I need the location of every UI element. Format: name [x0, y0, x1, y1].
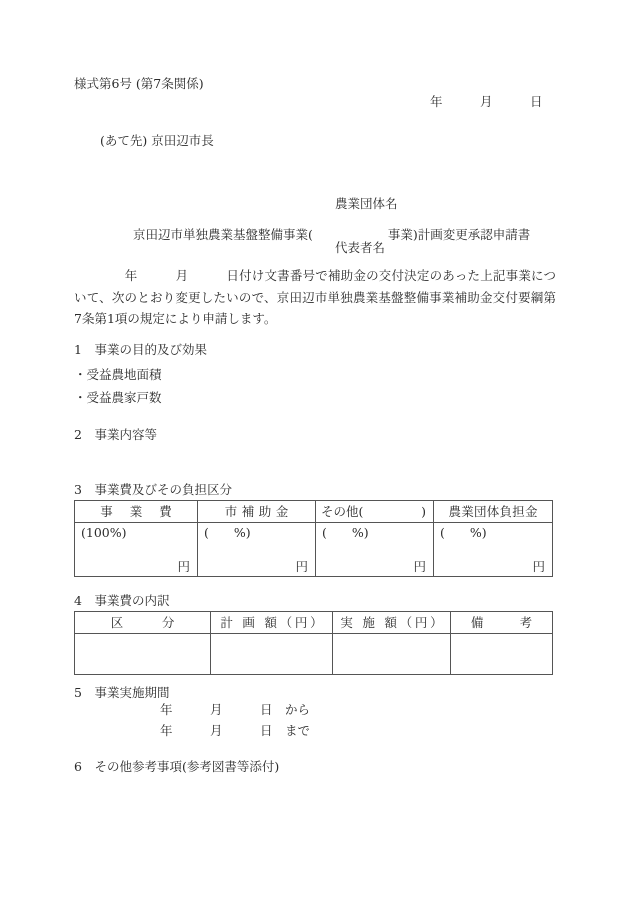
organization-name-label: 農業団体名	[335, 196, 398, 211]
body-paragraph: 年 月 日付け文書番号で補助金の交付決定のあった上記事業について、次のとおり変更したいので、京田辺市単独農業基盤整備事業補助金交付要綱第7条第1項の規定により申請します。	[74, 268, 556, 326]
cell-percent-total: (100%)	[81, 525, 127, 540]
header-planned-amount: 計 画 額（円）	[211, 612, 333, 634]
header-remarks: 備 考	[451, 612, 553, 634]
cell-unit-yen: 円	[295, 558, 308, 574]
header-other	[316, 501, 434, 523]
section-1-bullet-2: ・受益農家戸数	[74, 390, 162, 405]
cell-unit-yen: 円	[413, 558, 426, 574]
section-4-heading: 4 事業費の内訳	[74, 593, 170, 608]
cell-percent-group: ( %)	[440, 525, 487, 540]
date-line: 年 月 日	[430, 94, 543, 109]
table-header-row	[75, 612, 553, 634]
cost-breakdown-table	[74, 611, 553, 675]
header-group-burden: 農業団体負担金	[434, 501, 553, 523]
header-category: 区 分	[75, 612, 211, 634]
header-actual-amount: 実 施 額（円）	[333, 612, 451, 634]
cell-other[interactable]	[316, 523, 434, 577]
addressee-line: (あて先) 京田辺市長	[100, 133, 214, 148]
table-row	[75, 634, 553, 675]
cell-planned-amount[interactable]	[211, 634, 333, 675]
cell-city-subsidy[interactable]	[198, 523, 316, 577]
header-city-subsidy: 市 補 助 金	[198, 501, 316, 523]
table-header-row	[75, 501, 553, 523]
section-3-heading: 3 事業費及びその負担区分	[74, 482, 232, 497]
section-2-heading: 2 事業内容等	[74, 427, 157, 442]
cell-unit-yen: 円	[532, 558, 545, 574]
representative-name-label: 代表者名	[335, 239, 386, 255]
cell-category[interactable]	[75, 634, 211, 675]
header-business-cost: 事 業 費	[75, 501, 198, 523]
implementation-period-lines	[160, 704, 310, 745]
form-number: 様式第6号 (第7条関係)	[74, 76, 204, 91]
cell-actual-amount[interactable]	[333, 634, 451, 675]
section-1-heading: 1 事業の目的及び効果	[74, 342, 207, 357]
period-end-line: 年 月 日 まで	[160, 722, 311, 738]
section-1-bullet-1: ・受益農地面積	[74, 367, 162, 382]
cell-percent-city: ( %)	[204, 525, 251, 540]
cell-unit-yen: 円	[177, 558, 190, 574]
table-row	[75, 523, 553, 577]
header-other-left: その他(	[321, 504, 364, 519]
cell-remarks[interactable]	[451, 634, 553, 675]
cell-percent-other: ( %)	[322, 525, 369, 540]
cell-business-cost[interactable]	[75, 523, 198, 577]
cell-group-burden[interactable]	[434, 523, 553, 577]
period-start-line: 年 月 日 から	[160, 702, 311, 717]
document-title: 京田辺市単独農業基盤整備事業( 事業)計画変更承認申請書	[133, 227, 531, 242]
header-other-right: )	[421, 504, 426, 519]
section-6-heading: 6 その他参考事項(参考図書等添付)	[74, 759, 280, 774]
section-5-heading: 5 事業実施期間	[74, 685, 170, 700]
cost-burden-table	[74, 500, 553, 577]
